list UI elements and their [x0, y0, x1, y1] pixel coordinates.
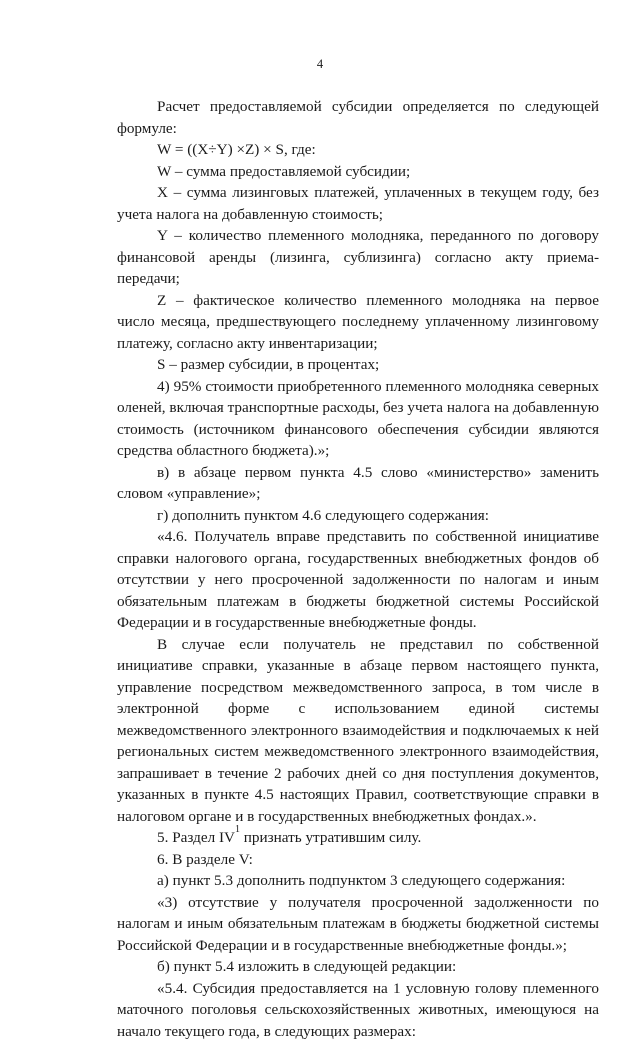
document-body [117, 96, 599, 1042]
formula: W = ((X÷Y) ×Z) × S, где: [117, 139, 599, 161]
paragraph-s: S – размер субсидии, в процентах; [117, 354, 599, 376]
paragraph-w: W – сумма предоставляемой субсидии; [117, 161, 599, 183]
section-iv-text-after: признать утратившим силу. [240, 829, 421, 846]
paragraph-item-4: 4) 95% стоимости приобретенного племенного молодняка северных оленей, включая транспортные расходы, без учета налога на добавленную стоимость (источником финансового обеспечения субсидии являются средства областного бюджета).»; [117, 376, 599, 462]
paragraph-item-a: а) пункт 5.3 дополнить подпунктом 3 следующего содержания: [117, 870, 599, 892]
paragraph-section-v: 6. В разделе V: [117, 849, 599, 871]
page-number: 4 [0, 57, 640, 72]
section-iv-text-before: 5. Раздел IV [157, 829, 235, 846]
paragraph-item-b: б) пункт 5.4 изложить в следующей редакции: [117, 956, 599, 978]
paragraph-section-iv [117, 827, 599, 849]
paragraph-item-g: г) дополнить пунктом 4.6 следующего содержания: [117, 505, 599, 527]
paragraph-subitem-3: «3) отсутствие у получателя просроченной задолженности по налогам и иным обязательным платежам в бюджеты бюджетной системы Российской Федерации и в государственные внебюджетные фонды.»; [117, 892, 599, 957]
paragraph-1: Расчет предоставляемой субсидии определяется по следующей формуле: [117, 96, 599, 139]
paragraph-x: X – сумма лизинговых платежей, уплаченных в текущем году, без учета налога на добавленную стоимость; [117, 182, 599, 225]
paragraph-request: В случае если получатель не представил по собственной инициативе справки, указанные в абзаце первом настоящего пункта, управление посредством межведомственного запроса, в том числе в электронной форме с использованием единой системы межведомственного электронного взаимодействия и подключаемых к ней региональных систем межведомственного электронного взаимодействия, запрашивает в течение 2 рабочих дней со дня поступления документов, указанных в пункте 4.5 настоящих Правил, соответствующие справки в налоговом органе и в государственных внебюджетных фондах.». [117, 634, 599, 828]
section-iv-superscript: 1 [235, 824, 240, 835]
paragraph-item-v: в) в абзаце первом пункта 4.5 слово «министерство» заменить словом «управление»; [117, 462, 599, 505]
paragraph-y: Y – количество племенного молодняка, переданного по договору финансовой аренды (лизинга, сублизинга) согласно акту приема-передачи; [117, 225, 599, 290]
paragraph-5-4: «5.4. Субсидия предоставляется на 1 условную голову племенного маточного поголовья сельскохозяйственных животных, имеющуюся на начало текущего года, в следующих размерах: [117, 978, 599, 1042]
paragraph-z: Z – фактическое количество племенного молодняка на первое число месяца, предшествующего последнему уплаченному лизинговому платежу, согласно акту инвентаризации; [117, 290, 599, 355]
paragraph-4-6: «4.6. Получатель вправе представить по собственной инициативе справки налогового органа, государственных внебюджетных фондов об отсутствии у него просроченной задолженности по налогам и иным обязательным платежам в бюджеты бюджетной системы Российской Федерации и в государственные внебюджетные фонды. [117, 526, 599, 634]
